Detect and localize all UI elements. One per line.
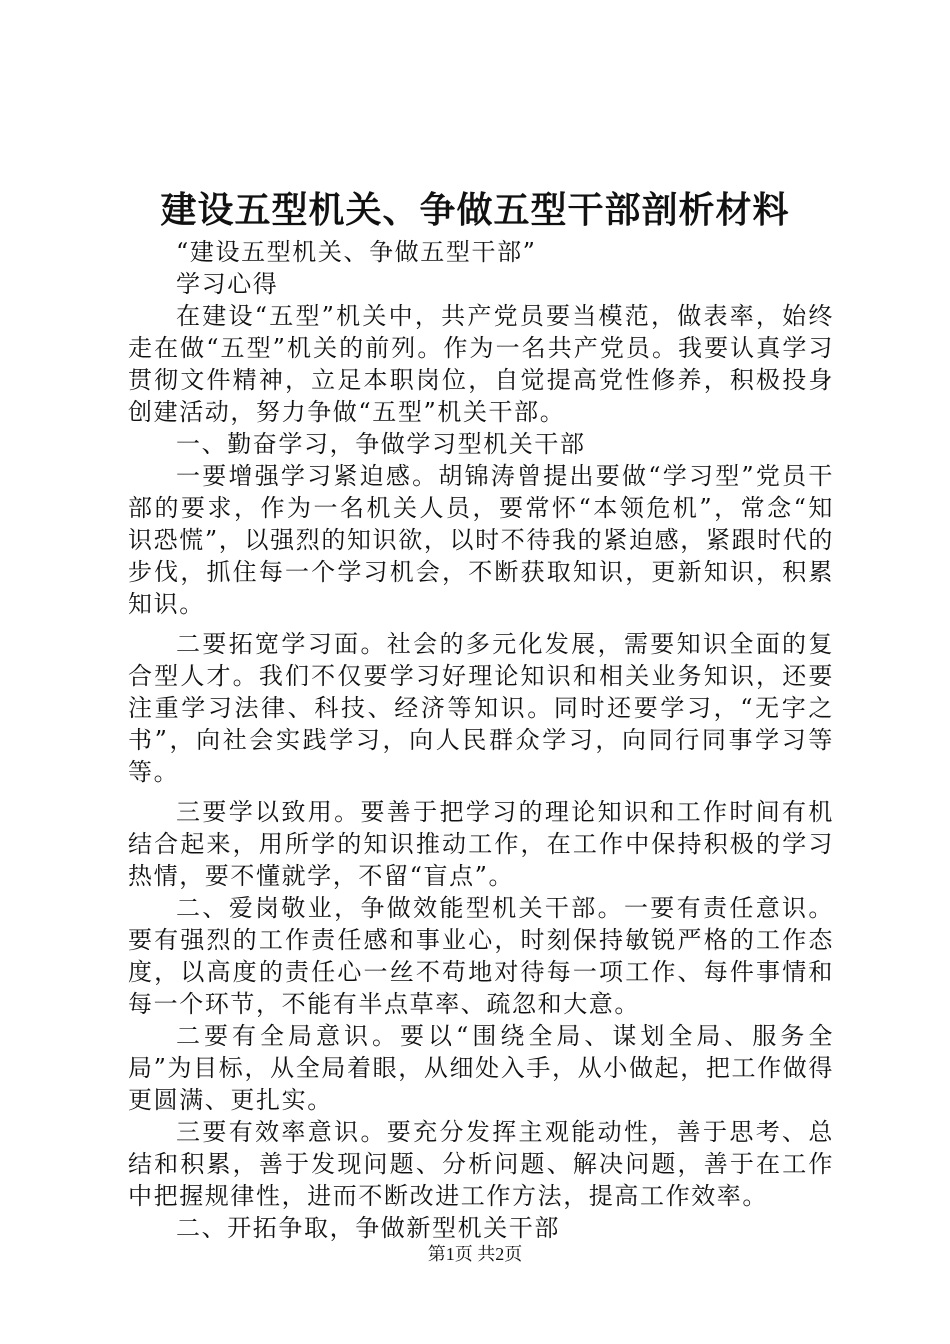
paragraph-1-3: 三要学以致用。要善于把学习的理论知识和工作时间有机结合起来，用所学的知识推动工作，在工作中保持积极的学习热情，要不懂就学，不留“盲点”。: [128, 798, 834, 890]
section-heading-3: 二、开拓争取，争做新型机关干部: [176, 1214, 560, 1242]
paragraph-subtitle-2: 学习心得: [176, 270, 279, 298]
paragraph-1-1: 一要增强学习紧迫感。胡锦涛曾提出要做“学习型”党员干部的要求，作为一名机关人员，要常怀“本领危机”，常念“知识恐慌”，以强烈的知识欲，以时不待我的紧迫感，紧跟时代的步伐，抓住每一个学习机会，不断获取知识，更新知识，积累知识。: [128, 462, 834, 618]
page-footer: 第1页 共2页: [427, 1244, 523, 1264]
paragraph-1-2: 二要拓宽学习面。社会的多元化发展，需要知识全面的复合型人才。我们不仅要学习好理论知识和相关业务知识，还要注重学习法律、科技、经济等知识。同时还要学习，“无字之书”，向社会实践学习，向人民群众学习，向同行同事学习等等。: [128, 630, 834, 786]
paragraph-2-1: 二、爱岗敬业，争做效能型机关干部。一要有责任意识。要有强烈的工作责任感和事业心，时刻保持敏锐严格的工作态度，以高度的责任心一丝不苟地对待每一项工作、每件事情和每一个环节，不能有半点草率、疏忽和大意。: [128, 894, 834, 1018]
document-title: 建设五型机关、争做五型干部剖析材料: [160, 189, 790, 231]
paragraph-subtitle: “建设五型机关、争做五型干部”: [176, 238, 537, 266]
section-heading-1: 一、勤奋学习，争做学习型机关干部: [176, 430, 586, 458]
document-body: [128, 236, 834, 1244]
paragraph-2-2: 二要有全局意识。要以“围绕全局、谋划全局、服务全局”为目标，从全局着眼，从细处入手，从小做起，把工作做得更圆满、更扎实。: [128, 1022, 834, 1114]
paragraph-2-3: 三要有效率意识。要充分发挥主观能动性，善于思考、总结和积累，善于发现问题、分析问题、解决问题，善于在工作中把握规律性，进而不断改进工作方法，提高工作效率。: [128, 1118, 834, 1210]
paragraph-intro: 在建设“五型”机关中，共产党员要当模范，做表率，始终走在做“五型”机关的前列。作为一名共产党员。我要认真学习贯彻文件精神，立足本职岗位，自觉提高党性修养，积极投身创建活动，努力争做“五型”机关干部。: [128, 302, 834, 426]
